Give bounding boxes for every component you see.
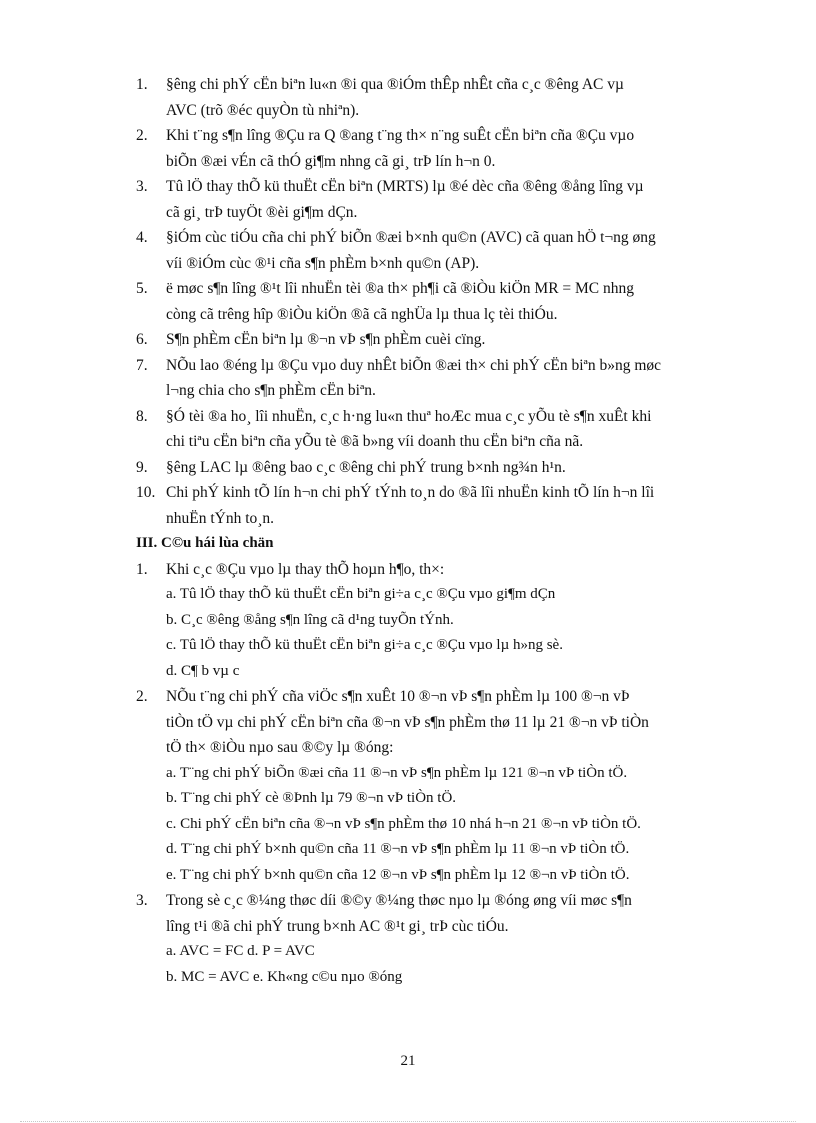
list-item: 1. §êng chi phÝ cËn biªn lu«n ®i qua ®iÓm thÊp nhÊt cña c¸c ®êng AC vµ AVC (trõ ®éc quyÒn tù nhiªn). bbox=[136, 76, 624, 119]
answer-option: b. C¸c ®êng ®ång s¶n lîng cã d¹ng tuyÕn tÝnh. bbox=[166, 611, 454, 628]
list-item: 10. Chi phÝ kinh tÕ lín h¬n chi phÝ tÝnh to¸n do ®ã lîi nhuËn kinh tÕ lín h¬n lîi nhuËn tÝnh to¸n. bbox=[136, 484, 655, 527]
list-item: 9. §êng LAC lµ ®êng bao c¸c ®êng chi phÝ trung b×nh ng¾n h¹n. bbox=[136, 458, 566, 476]
content-block bbox=[136, 72, 740, 990]
answer-option: a. Tû lÖ thay thÕ kü thuËt cËn biªn gi÷a c¸c ®Çu vµo gi¶m dÇn bbox=[166, 586, 556, 602]
answer-option: d. C¶ b vµ c bbox=[166, 662, 240, 679]
list-item: 8. §Ó tèi ®a ho¸ lîi nhuËn, c¸c h·ng lu«n thuª hoÆc mua c¸c yÕu tè s¶n xuÊt khi chi tiªu cËn biªn cña yÕu tè ®ã b»ng víi doanh thu cËn biªn cña nã. bbox=[136, 407, 652, 450]
answer-option: e. T¨ng chi phÝ b×nh qu©n cña 12 ®¬n vÞ s¶n phÈm lµ 12 ®¬n vÞ tiÒn tÖ. bbox=[166, 866, 630, 883]
answer-option: d. T¨ng chi phÝ b×nh qu©n cña 11 ®¬n vÞ s¶n phÈm lµ 11 ®¬n vÞ tiÒn tÖ. bbox=[166, 841, 630, 857]
page-number: 21 bbox=[400, 1053, 416, 1069]
list-item: 2. Khi t¨ng s¶n lîng ®Çu ra Q ®ang t¨ng th× n¨ng suÊt cËn biªn cña ®Çu vµo biÕn ®æi vÉn cã thÓ gi¶m nhng cã gi¸ trÞ lín h¬n 0. bbox=[136, 127, 635, 170]
answer-option: b. T¨ng chi phÝ cè ®Þnh lµ 79 ®¬n vÞ tiÒn tÖ. bbox=[166, 790, 457, 806]
question-item: 1. Khi c¸c ®Çu vµo lµ thay thÕ hoµn h¶o, th×: bbox=[136, 560, 445, 578]
list-item: 7. NÕu lao ®éng lµ ®Çu vµo duy nhÊt biÕn ®æi th× chi phÝ cËn biªn b»ng møc l¬ng chia cho s¶n phÈm cËn biªn. bbox=[136, 356, 662, 399]
true-false-list bbox=[136, 72, 740, 531]
multiple-choice-list bbox=[136, 557, 740, 991]
question-item: 2. NÕu t¨ng chi phÝ cña viÖc s¶n xuÊt 10 ®¬n vÞ s¶n phÈm lµ 100 ®¬n vÞ tiÒn tÖ vµ chi phÝ cËn biªn cña ®¬n vÞ s¶n phÈm thø 11 lµ 21 ®¬n vÞ tiÒn tÖ th× ®iÒu nµo sau ®©y lµ ®óng: bbox=[136, 688, 649, 756]
page-bottom-divider bbox=[20, 1121, 796, 1122]
answer-option: a. AVC = FC d. P = AVC bbox=[166, 943, 315, 959]
question-item: 3. Trong sè c¸c ®¼ng thøc díi ®©y ®¼ng thøc nµo lµ ®óng øng víi møc s¶n lîng t¹i ®ã chi phÝ trung b×nh AC ®¹t gi¸ trÞ cùc tiÓu. bbox=[136, 892, 632, 935]
list-item: 4. §iÓm cùc tiÓu cña chi phÝ biÕn ®æi b×nh qu©n (AVC) cã quan hÖ t¬ng øng víi ®iÓm cùc ®¹i cña s¶n phÈm b×nh qu©n (AP). bbox=[136, 229, 656, 272]
answer-option: a. T¨ng chi phÝ biÕn ®æi cña 11 ®¬n vÞ s¶n phÈm lµ 121 ®¬n vÞ tiÒn tÖ. bbox=[166, 764, 628, 781]
answer-option: c. Tû lÖ thay thÕ kü thuËt cËn biªn gi÷a c¸c ®Çu vµo lµ h»ng sè. bbox=[166, 637, 563, 653]
list-item: 6. S¶n phÈm cËn biªn lµ ®¬n vÞ s¶n phÈm cuèi cïng. bbox=[136, 331, 486, 348]
answer-option: b. MC = AVC e. Kh«ng c©u nµo ®óng bbox=[166, 968, 403, 985]
section-heading: III. C©u hái lùa chän bbox=[136, 535, 274, 551]
answer-option: c. Chi phÝ cËn biªn cña ®¬n vÞ s¶n phÈm thø 10 nhá h¬n 21 ®¬n vÞ tiÒn tÖ. bbox=[166, 815, 641, 832]
list-item: 5. ë møc s¶n lîng ®¹t lîi nhuËn tèi ®a th× ph¶i cã ®iÒu kiÖn MR = MC nhng còng cã trêng hîp ®iÒu kiÖn ®ã cã nghÜa lµ thua lç tèi thiÓu. bbox=[136, 280, 635, 323]
list-item: 3. Tû lÖ thay thÕ kü thuËt cËn biªn (MRTS) lµ ®é dèc cña ®êng ®ång lîng vµ cã gi¸ trÞ tuyÖt ®èi gi¶m dÇn. bbox=[136, 178, 644, 221]
